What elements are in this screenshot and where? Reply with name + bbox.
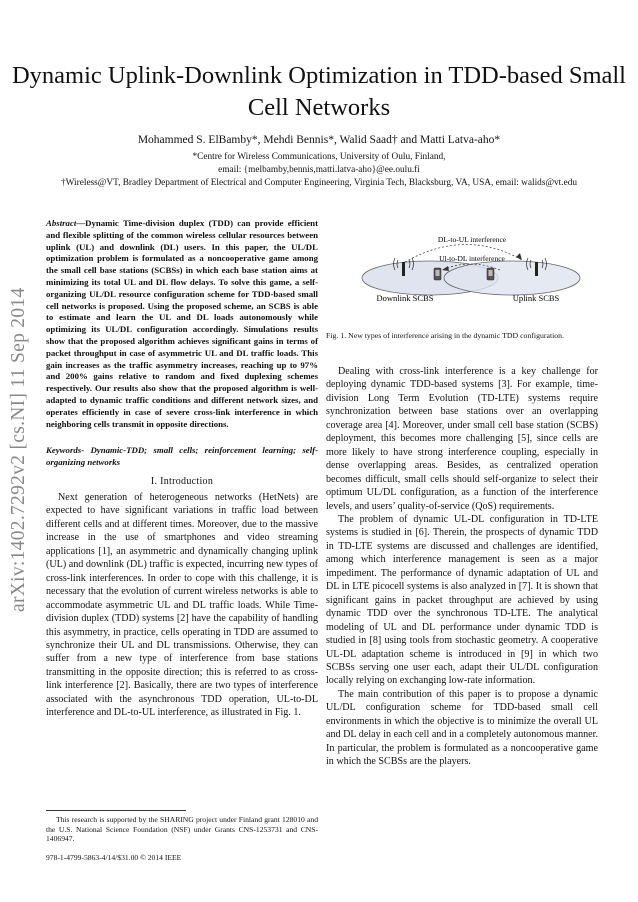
downlink-scbs-label: Downlink SCBS: [376, 293, 434, 303]
uplink-scbs-label: Uplink SCBS: [512, 293, 560, 303]
figure-1-diagram: [350, 228, 594, 316]
abstract-text: —Dynamic Time-division duplex (TDD) can provide efficient and flexible splitting of the common wireless cellular resources between uplink (UL) and downlink (DL) users. In this paper, the UL/DL optimization problem is formulated as a noncooperative game among the small cell base stations (SCBSs) in which each base station aims at minimizing its total UL and DL flow delays. To solve this game, a self-organizing UL/DL resource configuration scheme for TDD-based small cell networks is proposed. Using the proposed scheme, an SCBS is able to estimate and learn the UL and DL loads autonomously while optimizing its UL/DL configuration accordingly. Simulations results show that the proposed algorithm achieves significant gains in terms of packet throughput in case of asymmetric UL and DL traffic loads. This gain increases as the traffic asymmetry increases, reaching up to 97% and 200% gains relative to random and fixed duplexing schemes respectively. Our results also show that the proposed algorithm is well- adapted to dynamic traffic conditions and different network sizes, and operates efficiently in case of severe cross-link interference in which neighboring cells transmit in opposite directions.: [46, 218, 318, 429]
uplink-user-phone-icon: [487, 268, 494, 280]
downlink-user-phone-icon: [434, 268, 441, 280]
paragraph-contribution: The main contribution of this paper is to propose a dynamic UL/DL configuration scheme for TDD-based small cell environments in which the objective is to minimize the overall UL and DL delay in each cell and in a completely autonomous manner. In particular, the problem is formulated as a noncooperative game in which the SCBSs are the players.: [326, 688, 598, 768]
copyright-line: 978-1-4799-5863-4/14/$31.00 © 2014 IEEE: [46, 853, 182, 862]
funding-footnote: This research is supported by the SHARING project under Finland grant 128010 and the U.S. National Science Foundation (NSF) under Grants CNS-1253731 and CNS-1406947.: [46, 815, 318, 844]
author-list: Mohammed S. ElBamby*, Mehdi Bennis*, Walid Saad† and Matti Latva-aho*: [137, 134, 501, 146]
affiliation-oulu-email: email: {melbamby,bennis,matti.latva-aho}@ee.oulu.fi: [218, 165, 420, 175]
arxiv-side-stamp: arXiv:1402.7292v2 [cs.NI] 11 Sep 2014: [8, 287, 29, 612]
dl-to-ul-arrowhead: [516, 253, 522, 260]
abstract-label: Abstract: [46, 218, 77, 228]
abstract: [46, 218, 318, 430]
keywords: Keywords- Dynamic-TDD; small cells; reinforcement learning; self-organizing networks: [46, 445, 318, 467]
paper-title: Dynamic Uplink-Downlink Optimization in TDD-based Small Cell Networks: [11, 62, 626, 121]
uplink-cell-ellipse: [444, 261, 580, 295]
affiliation-oulu: *Centre for Wireless Communications, University of Oulu, Finland,: [192, 152, 446, 162]
footnote-rule: [46, 810, 186, 811]
paragraph-related-work: The problem of dynamic UL-DL configuration in TD-LTE systems is studied in [6]. Therein, the prospects of dynamic TDD in TD-LTE systems are discussed and challenges are identified, among which interference management is seen as a major impediment. The performance of dynamic adaptation of UL and DL in LTE picocell systems is also analyzed in [7]. It is shown that significant gains in packet throughput are achieved by using dynamic TDD over the synchronous TD-LTE. The analytical modeling of UL and DL performance under dynamic TDD is studied in [8] using tools from stochastic geometry. A cooperative UL-DL adaptation scheme is introduced in [9] in which two SCBSs serving one user each, adapt their UL/DL configuration locally relying on exchanging low-rate information.: [326, 513, 598, 687]
figure-1-caption: Fig. 1. New types of interference arising in the dynamic TDD configuration.: [326, 331, 565, 340]
intro-paragraph: Next generation of heterogeneous networks (HetNets) are expected to have significant variations in traffic load between different cells and at different times. Moreover, due to the massive increase in the use of smartphones and video streaming applications [1], an asymmetric and dynamically changing uplink (UL) and downlink (DL) traffic is expected, incurring new types of cross-link interferences. In order to cope with this challenge, it is necessary that the evolution of current wireless networks is able to accommodate asymmetric UL and DL traffic loads. While Time-division duplex (TDD) systems [2] have the capability of handling this asymmetry, in practice, cells operating in TDD are assumed to synchronize their UL and DL transmissions. Otherwise, they can suffer from a new type of interference from base stations transmitting in the opposite direction; this is referred to as cross-link interference [2]. Basically, there are two types of interference associated with the asynchronous TDD operation, UL-to-DL interference and DL-to-UL interference, as illustrated in Fig. 1.: [46, 492, 318, 719]
paragraph-cross-link: Dealing with cross-link interference is a key challenge for deploying dynamic TDD-based systems [3]. For example, time-division Long Term Evolution (TD-LTE) systems require synchronization between base stations over an overlapping coverage area [4]. Moreover, under small cell base station (SCBS) deployment, this becomes more challenging [5], since cells are more likely to have strong interference coupling, especially in dense overlapping areas. Besides, as centralized operation becomes difficult, small cells should self-organize to select their optimum UL/DL configuration, as a function of the interference levels, and users’ quality-of-service (QoS) requirements.: [326, 366, 598, 512]
ul-to-dl-label: Ul-to-DL interference: [439, 254, 505, 263]
affiliation-vt: †Wireless@VT, Bradley Department of Electrical and Computer Engineering, Virginia Tech, Blacksburg, VA, USA, email: walids@vt.edu: [61, 178, 577, 188]
right-column-body: [326, 365, 598, 769]
dl-to-ul-label: DL-to-UL interference: [437, 235, 507, 244]
intro-body: [46, 491, 318, 720]
section-heading-introduction: I. Introduction: [150, 476, 214, 487]
